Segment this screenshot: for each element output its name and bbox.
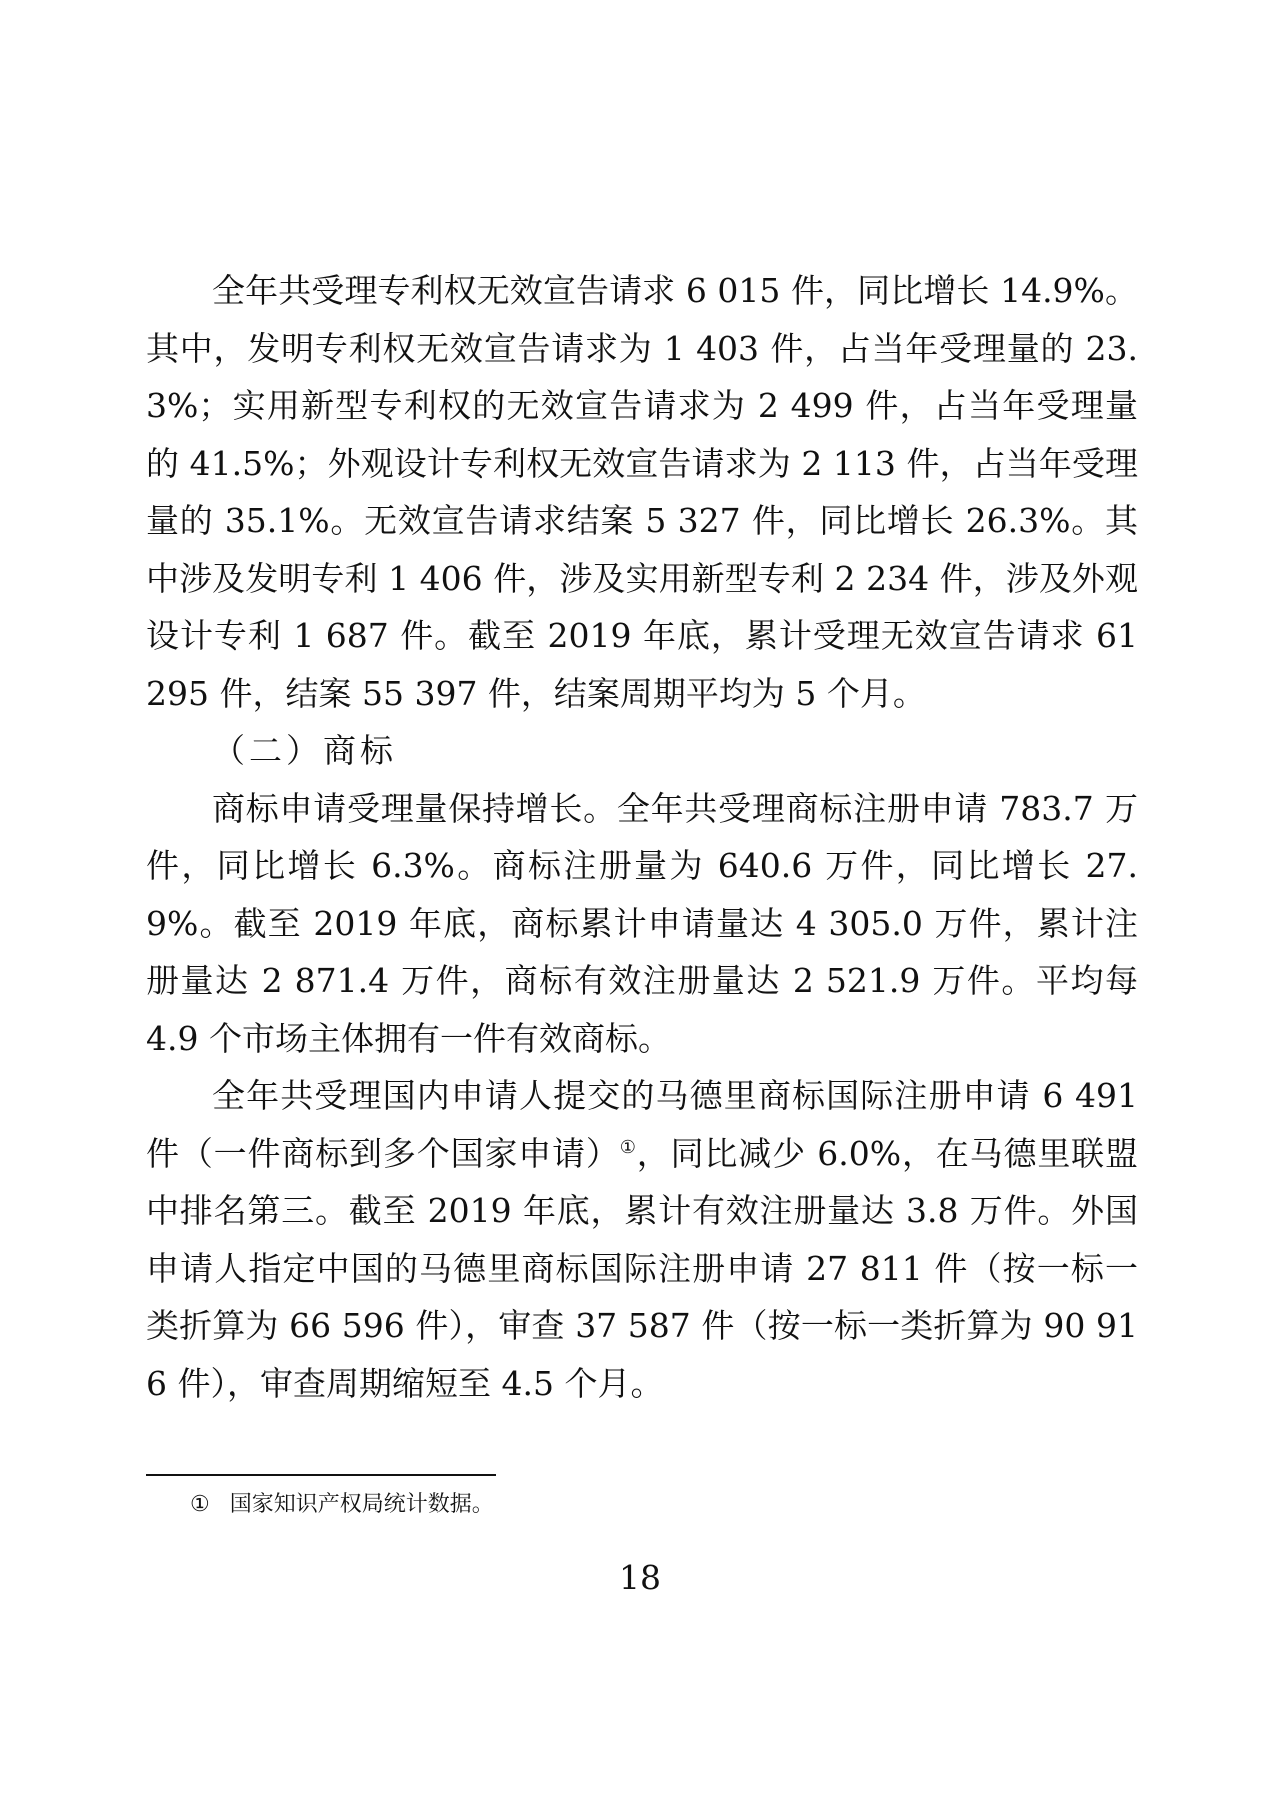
madrid-text-part1: 全年共受理国内申请人提交的马德里商标国际注册申请 6 491 件（一件商标到多个国家申请） (146, 1076, 1138, 1173)
footnote (190, 1488, 494, 1522)
madrid-text-part2: ，同比减少 6.0%，在马德里联盟中排名第三。截至 2019 年底，累计有效注册量达 3.8 万件。外国申请人指定中国的马德里商标国际注册申请 27 811 件（按一标一类折算为 66 596 件），审查 37 587 件（按一标一类折算为 90 916 件），审查周期缩短至 4.5 个月。 (146, 1133, 1139, 1403)
footnote-text: 国家知识产权局统计数据。 (229, 1492, 494, 1517)
paragraph-madrid (146, 1067, 1138, 1412)
paragraph-invalidation: 全年共受理专利权无效宣告请求 6 015 件，同比增长 14.9%。其中，发明专利权无效宣告请求为 1 403 件，占当年受理量的 23.3%；实用新型专利权的无效宣告请求为 2 499 件，占当年受理量的 41.5%；外观设计专利权无效宣告请求为 2 113 件，占当年受理量的 35.1%。无效宣告请求结案 5 327 件，同比增长 26.3%。其中涉及发明专利 1 406 件，涉及实用新型专利 2 234 件，涉及外观设计专利 1 687 件。截至 2019 年底，累计受理无效宣告请求 61 295 件，结案 55 397 件，结案周期平均为 5 个月。 (146, 271, 1138, 713)
paragraph-trademark: 商标申请受理量保持增长。全年共受理商标注册申请 783.7 万件，同比增长 6.3%。商标注册量为 640.6 万件，同比增长 27.9%。截至 2019 年底，商标累计申请量达 4 305.0 万件，累计注册量达 2 871.4 万件，商标有效注册量达 2 521.9 万件。平均每 4.9 个市场主体拥有一件有效商标。 (146, 788, 1138, 1058)
body-text (146, 262, 1138, 1412)
footnote-reference: ① (619, 1136, 637, 1158)
page-number: 18 (619, 1558, 661, 1597)
footnote-divider (146, 1474, 496, 1476)
section-heading-trademark: （二）商标 (212, 731, 397, 770)
footnote-mark: ① (190, 1492, 210, 1517)
